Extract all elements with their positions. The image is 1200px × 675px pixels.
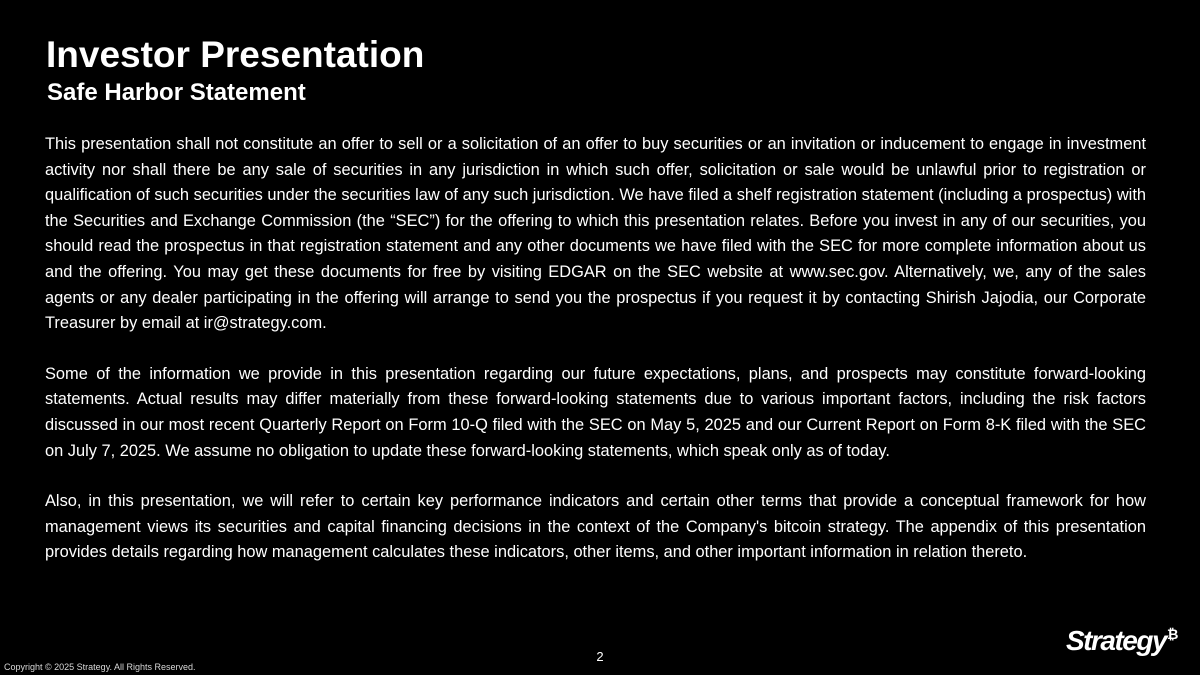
strategy-logo [1066, 621, 1178, 661]
bitcoin-icon: ₿ [1167, 626, 1179, 642]
copyright-notice: Copyright © 2025 Strategy. All Rights Reserved. [4, 662, 196, 672]
paragraph-kpi-terms: Also, in this presentation, we will refer to certain key performance indicators and certain other terms that provide a conceptual framework for how management views its securities and capital financing decisions in the context of the Company's bitcoin strategy. The appendix of this presentation provides details regarding how management calculates these indicators, other items, and other important information in relation thereto. [45, 492, 1146, 562]
paragraph-forward-looking: Some of the information we provide in this presentation regarding our future expectations, plans, and prospects may constitute forward-looking statements. Actual results may differ materially from these forward-looking statements due to various important factors, including the risk factors discussed in our most recent Quarterly Report on Form 10-Q filed with the SEC on May 5, 2025 and our Current Report on Form 8-K filed with the SEC on July 7, 2025. We assume no obligation to update these forward-looking statements, which speak only as of today. [45, 364, 1146, 460]
safe-harbor-body [45, 132, 1146, 591]
slide-title: Investor Presentation [46, 34, 425, 75]
page-number: 2 [596, 649, 604, 664]
slide-subtitle: Safe Harbor Statement [47, 79, 306, 106]
paragraph-offer-disclaimer: This presentation shall not constitute an offer to sell or a solicitation of an offer to buy securities or an invitation or inducement to engage in investment activity nor shall there be any sale of securities in any jurisdiction in which such offer, solicitation or sale would be unlawful prior to registration or qualification of such securities under the securities law of any such jurisdiction. We have filed a shelf registration statement (including a prospectus) with the Securities and Exchange Commission (the “SEC”) for the offering to which this presentation relates. Before you invest in any of our securities, you should read the prospectus in that registration statement and any other documents we have filed with the SEC for more complete information about us and the offering. You may get these documents for free by visiting EDGAR on the SEC website at www.sec.gov. Alternatively, we, any of the sales agents or any dealer participating in the offering will arrange to send you the prospectus if you request it by contacting Shirish Jajodia, our Corporate Treasurer by email at ir@strategy.com. [45, 135, 1146, 333]
logo-wordmark: Strategy [1066, 625, 1167, 656]
